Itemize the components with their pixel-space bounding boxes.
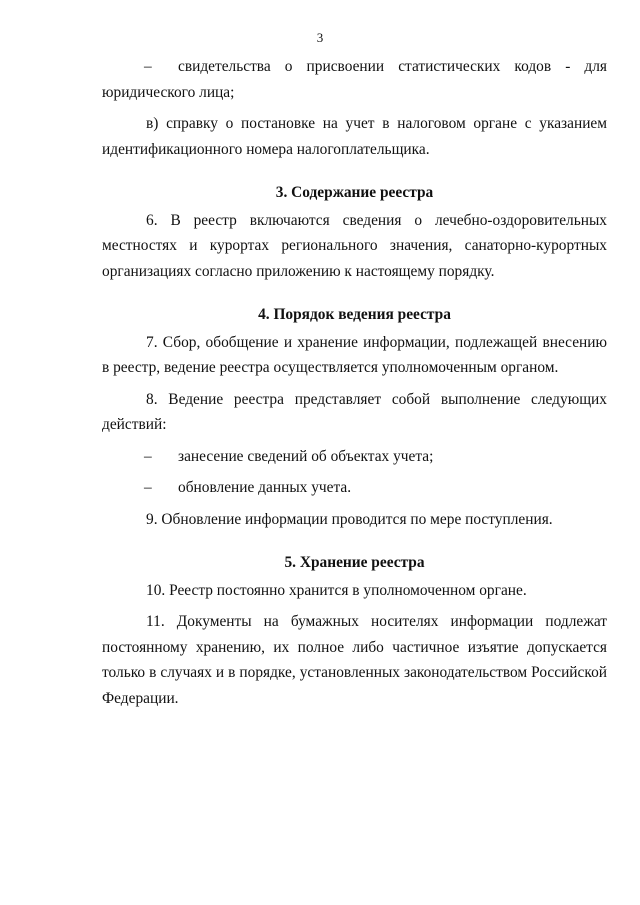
paragraph-7: 7. Сбор, обобщение и хранение информации, подлежащей внесению в реестр, ведение реестра осуществляется уполномоченным органом.	[102, 333, 607, 376]
paragraph-6: 6. В реестр включаются сведения о лечебно-оздоровительных местностях и курортах регионального значения, санаторно-курортных организациях согласно приложению к настоящему порядку.	[102, 211, 607, 280]
section-heading-3: 3. Содержание реестра	[275, 184, 434, 201]
section-heading-5: 5. Хранение реестра	[284, 554, 425, 571]
dash-marker: –	[144, 479, 152, 496]
paragraph-8: 8. Ведение реестра представляет собой выполнение следующих действий:	[102, 390, 607, 433]
page-number: 3	[316, 30, 324, 45]
list-item-continuation: юридического лица;	[102, 83, 235, 101]
paragraph-9: 9. Обновление информации проводится по мере поступления.	[146, 510, 553, 528]
document-body	[102, 54, 607, 711]
list-item-text: занесение сведений об объектах учета;	[178, 447, 434, 465]
dash-marker: –	[144, 447, 152, 465]
section-heading-4: 4. Порядок ведения реестра	[258, 306, 451, 323]
list-item	[102, 475, 607, 501]
list-item-text: обновление данных учета.	[178, 479, 352, 496]
dash-marker: –	[144, 58, 152, 75]
paragraph-10: 10. Реестр постоянно хранится в уполномоченном органе.	[146, 581, 527, 599]
list-item-text: свидетельства о присвоении статистических кодов - для	[178, 58, 607, 75]
list-item	[102, 54, 607, 80]
list-item	[102, 444, 607, 470]
paragraph-11: 11. Документы на бумажных носителях информации подлежат постоянному хранению, их полное либо частичное изъятие допускается только в случаях и в порядке, установленных законодательством Российской Федерации.	[102, 613, 607, 707]
paragraph-item-v: в) справку о постановке на учет в налоговом органе с указанием идентификационного номера налогоплательщика.	[102, 115, 607, 158]
